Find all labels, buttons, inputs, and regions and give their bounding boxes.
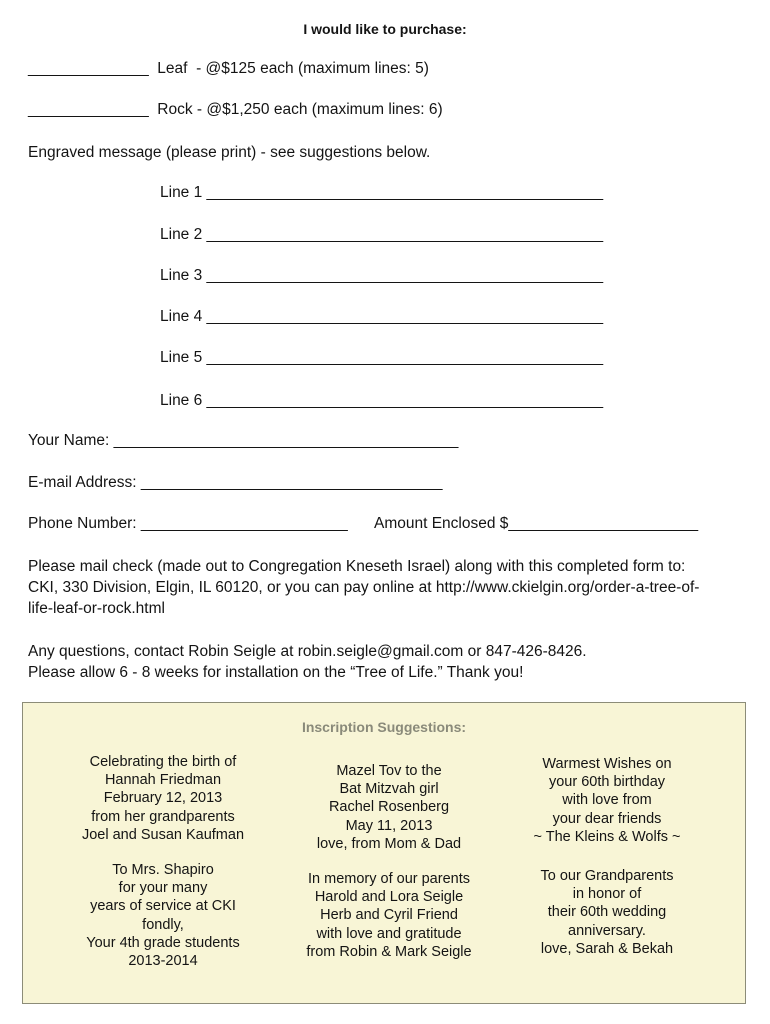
leaf-purchase-line[interactable]: ______________ Leaf - @$125 each (maximum lines: 5) [28,60,429,77]
suggestion-column-1 [43,753,283,844]
suggestion-line: from her grandparents [91,808,235,825]
suggestion-line: To our Grandparents [540,868,674,884]
suggestion-column-3-second [487,867,727,958]
suggestion-column-1-second [43,861,283,970]
suggestion-line: with love from [562,792,652,809]
suggestion-line: love, Sarah & Bekah [540,940,674,957]
suggestion-line: for your many [118,880,208,897]
suggestion-line: 2013-2014 [128,953,198,970]
amount-enclosed-field[interactable]: Amount Enclosed $______________________ [374,515,699,532]
suggestion-line: May 11, 2013 [345,817,433,834]
suggestion-line: anniversary. [568,922,646,939]
suggestion-line: your 60th birthday [548,774,666,791]
engraving-line-5[interactable]: Line 5 ______________________________________________ [160,349,604,366]
questions-line: Please allow 6 - 8 weeks for installation on the “Tree of Life.” Thank you! [28,664,524,681]
suggestion-line: Warmest Wishes on [542,756,672,772]
mail-instructions [28,556,753,683]
rock-purchase-line[interactable]: ______________ Rock - @$1,250 each (maximum lines: 6) [28,101,443,118]
suggestion-line: Your 4th grade students [86,934,240,951]
suggestion-line: Hannah Friedman [104,772,222,789]
engraving-line-1[interactable]: Line 1 ______________________________________________ [160,184,604,201]
inscription-suggestions-title: Inscription Suggestions: [301,719,467,735]
suggestion-line: ~ The Kleins & Wolfs ~ [533,828,681,845]
suggestion-column-3 [487,755,727,846]
suggestion-line: your dear friends [552,810,662,827]
engraving-line-6[interactable]: Line 6 ______________________________________________ [160,392,604,409]
mail-instructions-line: CKI, 330 Division, Elgin, IL 60120, or you can pay online at http://www.ckielgin.org/order-a-tree-of- [28,579,700,596]
suggestion-line: Harold and Lora Seigle [314,889,464,906]
engraving-line-3[interactable]: Line 3 ______________________________________________ [160,267,604,284]
suggestion-line: Herb and Cyril Friend [320,907,458,924]
suggestion-line: Celebrating the birth of [89,754,237,770]
suggestion-line: To Mrs. Shapiro [112,862,214,878]
phone-field[interactable]: Phone Number: ________________________ [28,515,348,532]
suggestion-line: love, from Mom & Dad [316,835,462,852]
suggestion-line: In memory of our parents [308,871,470,887]
suggestion-line: in honor of [572,886,642,903]
email-field[interactable]: E-mail Address: ___________________________________ [28,474,443,491]
suggestion-line: Bat Mitzvah girl [339,781,439,798]
suggestion-line: their 60th wedding [547,904,667,921]
suggestion-column-2-second [269,870,509,961]
name-field[interactable]: Your Name: ________________________________________ [28,432,459,449]
suggestion-line: fondly, [142,916,184,933]
engraving-line-4[interactable]: Line 4 ______________________________________________ [160,308,604,325]
suggestion-line: with love and gratitude [316,925,462,942]
mail-instructions-line: Please mail check (made out to Congregation Kneseth Israel) along with this completed form to: [28,558,686,575]
suggestion-line: Rachel Rosenberg [328,799,450,816]
suggestion-line: years of service at CKI [90,898,236,915]
inscription-suggestions-box [22,702,746,1004]
suggestion-column-2 [269,762,509,853]
engraving-line-2[interactable]: Line 2 ______________________________________________ [160,226,604,243]
suggestion-line: Joel and Susan Kaufman [81,826,245,843]
page-title: I would like to purchase: [303,21,467,37]
suggestion-line: from Robin & Mark Seigle [306,943,472,960]
suggestion-line: Mazel Tov to the [336,763,442,779]
questions-line: Any questions, contact Robin Seigle at robin.seigle@gmail.com or 847-426-8426. [28,643,587,660]
suggestion-line: February 12, 2013 [103,790,223,807]
mail-instructions-line: life-leaf-or-rock.html [28,600,165,617]
engraving-intro: Engraved message (please print) - see suggestions below. [28,144,431,161]
